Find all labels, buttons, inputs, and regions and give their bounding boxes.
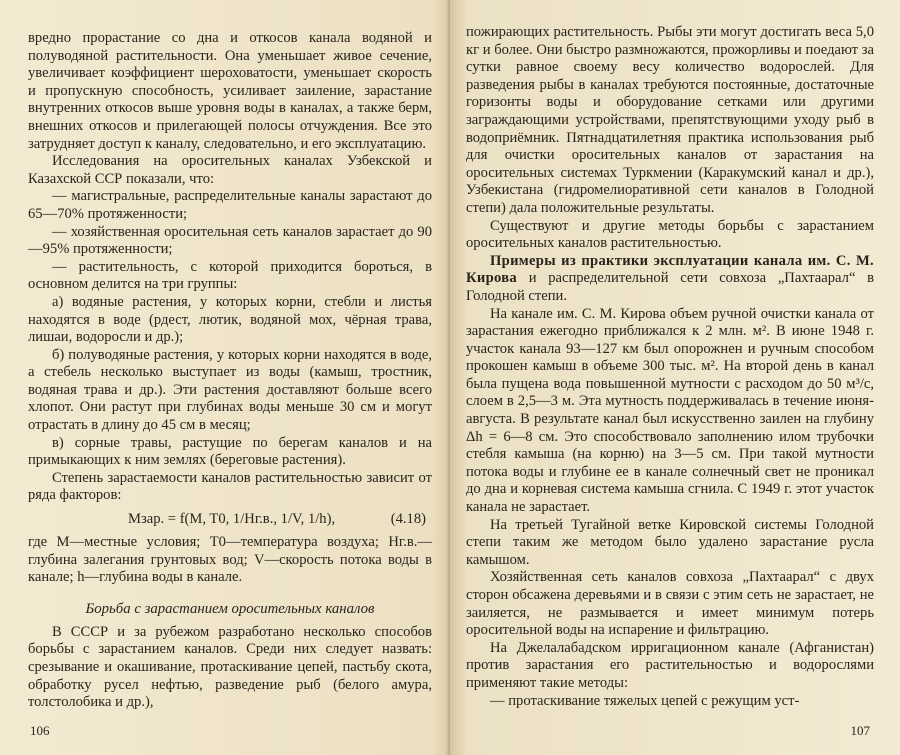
list-item: б) полуводяные растения, у которых корни находятся в воде, а стебель несколько выступает из воды (камыш, тростник, водяная трава и др.). Эти растения доставляют больше всего хлопот. Они растут при глубинах воды меньше 30 см и могут отрастать в длину до 45 см в месяц; <box>28 346 432 434</box>
paragraph: В СССР и за рубежом разработано несколько способов борьбы с зарастанием каналов. Среди них следует назвать: срезывание и окашивание, протаскивание цепей, пастьбу скота, обработку русел нефтью, разведение рыб (белого амура, толстолобика и др.), <box>28 623 432 711</box>
paragraph: На канале им. С. М. Кирова объем ручной очистки канала от зарастания ежегодно приближался к 2 млн. м². В июне 1948 г. участок канала 93—127 км был опорожнен и ручным способом прокошен камыш в объеме 300 тыс. м². На второй день в канал была пущена вода повышенной мутности с расходом до 50 м³/с, слоем в 2,5—3 м. Эта мутность поддерживалась в течение июня-августа. В результате канал был искусственно заилен на глубину Δh = 6—8 см. Это способствовало заполнению илом трубочки стебля камыша (на корню) на 3—5 см. При такой мутности потока воды и глубине ее в канале солнечный свет не проникал до дна и корневая система камыша сгнила. С 1949 г. этот участок канала не зарастает. <box>466 305 874 516</box>
paragraph: Степень зарастаемости каналов растительностью зависит от ряда факторов: <box>28 469 432 504</box>
paragraph: Исследования на оросительных каналах Узбекской и Казахской ССР показали, что: <box>28 153 432 187</box>
page-number-right: 107 <box>850 723 870 738</box>
example-heading-bold: Примеры из практики эксплуатации канала им. С. М. Кирова <box>466 252 874 287</box>
list-item: а) водяные растения, у которых корни, стебли и листья находятся в воде (рдест, лютик, водяной мох, чёрная трава, лишаи, водоросли и др.); <box>28 293 432 346</box>
example-heading-rest: и распределительной сети совхоза „Пахтаарал“ в Голодной степи. <box>466 270 874 304</box>
list-item: — магистральные, распределительные каналы зарастают до 65—70% протяженности; <box>28 188 432 222</box>
formula-number: (4.18) <box>390 511 426 528</box>
paragraph: На третьей Тугайной ветке Кировской системы Голодной степи таким же методом было удалено зарастание русла камышом. <box>466 516 874 568</box>
paragraph: вредно прорастание со дна и откосов канала водяной и полуводяной растительности. Она уменьшает живое сечение, увеличивает коэффициент шероховатости, уменьшает скорость и пропускную способность, усиливает заиление, зарастание внутренних откосов выше уровня воды в каналах, а также берм, внешних откосов и прилегающей полосы отчуждения. Все это затрудняет доступ к каналу, следовательно, и его эксплуатацию. <box>28 30 432 152</box>
section-title: Борьба с зарастанием оросительных каналов <box>85 600 375 617</box>
list-item: — хозяйственная оросительная сеть каналов зарастает до 90—95% протяженности; <box>28 223 432 258</box>
formula-expression: Mзар. = f(M, T0, 1/Hг.в., 1/V, 1/h), <box>128 511 336 528</box>
example-heading <box>466 253 874 306</box>
list-item: — протаскивание тяжелых цепей с режущим уст- <box>490 692 800 709</box>
paragraph: На Джелалабадском ирригационном канале (Афганистан) против зарастания его растительностью и водорослями применяют такие методы: <box>466 639 874 691</box>
paragraph: Существуют и другие методы борьбы с зарастанием оросительных каналов растительностью. <box>466 217 874 252</box>
list-item: — растительность, с которой приходится бороться, в основном делится на три группы: <box>28 258 432 293</box>
paragraph: Хозяйственная сеть каналов совхоза „Пахтаарал“ с двух сторон обсажена деревьями и в связи с этим сеть не зарастает, не заиляется, не размывается и имеет минимум потерь оросительной воды на испарение и фильтрацию. <box>466 569 874 639</box>
paragraph: пожирающих растительность. Рыбы эти могут достигать веса 5,0 кг и более. Они быстро размножаются, прожорливы и поедают за сутки равное своему весу количество водорослей. Для разведения рыбы в каналах требуются постоянные, достаточные горизонты воды и оборудование сетками или другими заграждающими устройствами, препятствующими уходу рыб в водоприёмник. Пятнадцатилетняя практика использования рыб для очистки оросительных каналов от зарастания на оросительных системах Туркмении (Каракумский канал и др.), Узбекистана (гидромелиоративной сети каналов в Голодной степи) дала положительные результаты. <box>466 24 874 216</box>
page-number-left: 106 <box>30 723 50 738</box>
formula-explanation: где М—местные условия; T0—температура воздуха; Hг.в.—глубина залегания грунтовых вод; V—скорость потока воды в канале; h—глубина воды в канале. <box>28 534 432 586</box>
formula-4-18 <box>28 511 432 528</box>
list-item: в) сорные травы, растущие по берегам каналов и на примыкающих к ним землях (береговые растения). <box>28 434 432 469</box>
right-page <box>450 0 900 755</box>
